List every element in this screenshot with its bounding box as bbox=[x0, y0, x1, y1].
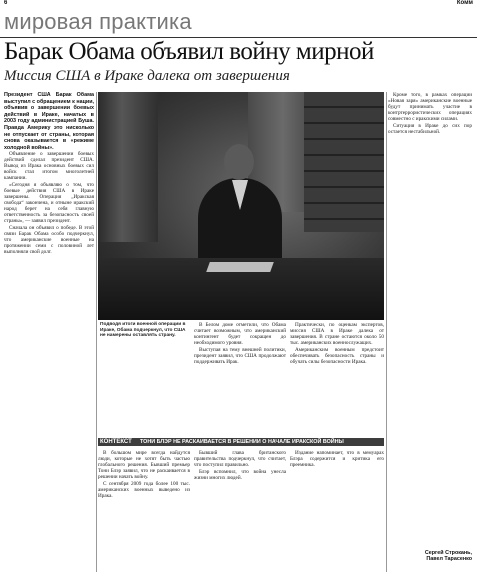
paragraph: В большом мире всегда найдутся люди, которые не хотят быть частью глобального решения. Бывший премьер Тони Блэр заявил, что не раскаивается в решении начать войну. bbox=[98, 450, 190, 480]
flag-backdrop bbox=[98, 92, 158, 242]
paragraph: Выступая на тему внешней политики, президент заявил, что США продолжают поддерживать Ирак. bbox=[194, 347, 286, 365]
paragraph: Практически, по оценкам экспертов, миссия США в Ираке далека от завершения. В стране остаются около 50 тыс. американских военнослужащих. bbox=[290, 322, 384, 346]
column-rule bbox=[96, 92, 97, 572]
middle-column-a-body bbox=[194, 322, 286, 365]
context-column-a-body bbox=[98, 450, 190, 499]
paragraph: Издание напоминает, что в мемуарах Блэра содержится и критика его преемника. bbox=[290, 450, 384, 468]
section-rubric: мировая практика bbox=[4, 9, 192, 34]
context-column-c-body bbox=[290, 450, 384, 468]
speaker-head bbox=[224, 144, 254, 180]
photo-caption: Подводя итоги военной операции в Ираке, Обама подчеркнул, что США не намерены оставлять страну. bbox=[100, 322, 186, 339]
left-column-body bbox=[4, 151, 94, 255]
middle-column-b-body bbox=[290, 322, 384, 365]
paragraph: Американским военным предстоит обеспечивать безопасность страны и обучать силы безопасности Ирака. bbox=[290, 347, 384, 365]
context-title: ТОНИ БЛЭР НЕ РАСКАИВАЕТСЯ В РЕШЕНИИ О НАЧАЛЕ ИРАКСКОЙ ВОЙНЫ bbox=[140, 439, 344, 445]
column-rule bbox=[386, 92, 387, 572]
context-column-a bbox=[98, 450, 190, 572]
publication-name: Комм bbox=[456, 0, 473, 6]
paragraph: Бывший глава британского правительства подчеркнул, что считает, что поступил правильно. bbox=[194, 450, 286, 468]
article-authors bbox=[390, 550, 472, 562]
middle-column-a bbox=[194, 322, 286, 434]
article-subhead: Миссия США в Ираке далека от завершения bbox=[4, 68, 290, 84]
bookcase bbox=[304, 92, 384, 232]
context-column-b-body bbox=[194, 450, 286, 481]
context-column-b bbox=[194, 450, 286, 572]
author-name: Павел Тарасенко bbox=[426, 556, 472, 563]
paragraph: Кроме того, в рамках операции «Новая заря» американские военные будут принимать участие в контртеррористических операциях совместно с иракскими силами. bbox=[388, 92, 472, 122]
context-column-c bbox=[290, 450, 384, 572]
page-number: 6 bbox=[4, 0, 8, 6]
paragraph: Блэр вспомнил, что война унесла жизни многих людей. bbox=[194, 469, 286, 481]
article-photo bbox=[98, 92, 384, 320]
page-header bbox=[0, 0, 477, 8]
middle-column-b bbox=[290, 322, 384, 434]
paragraph: Сначала он объявил о победе. В этой связи Барак Обама особо подчеркнул, что американские военные на протяжении семи с половиной лет выполняли свой долг. bbox=[4, 225, 94, 256]
paragraph: Ситуация в Ираке до сих пор остается нестабильной. bbox=[388, 123, 472, 135]
paragraph: С сентября 2009 года более 100 тыс. американских военных выведено из Ирака. bbox=[98, 481, 190, 499]
left-column bbox=[4, 92, 94, 572]
article-lead: Президент США Барак Обама выступил с обращением к нации, объявив о завершении боевых действий в Ираке, начатых в 2003 году администрацией Буша. Правда Америку это нисколько не отпускает от страны, которая снова оказывается в «режиме холодной войны». bbox=[4, 92, 94, 151]
paragraph: В Белом доме отметили, что Обама считает возможным, что американский контингент будет сокращен до необходимого уровня. bbox=[194, 322, 286, 346]
paragraph: «Сегодня я объявляю о том, что боевые действия США в Ираке завершены. Операция „Иракская свобода“ закончена, и отныне иракский народ берет на себя главную ответственность за безопасность своей страны», — заявил президент. bbox=[4, 182, 94, 225]
desk-papers bbox=[206, 262, 274, 272]
article-headline: Барак Обама объявил войну мирной bbox=[4, 38, 374, 65]
paragraph: Объявление о завершении боевых действий сделал президент США. Вывод из Ирака основных боевых сил войск стал итогом многолетней кампании. bbox=[4, 151, 94, 182]
right-column-body bbox=[388, 92, 472, 135]
right-column bbox=[388, 92, 472, 437]
author-name: Сергей Строкань, bbox=[424, 550, 472, 556]
context-label: КОНТЕКСТ bbox=[100, 439, 132, 445]
